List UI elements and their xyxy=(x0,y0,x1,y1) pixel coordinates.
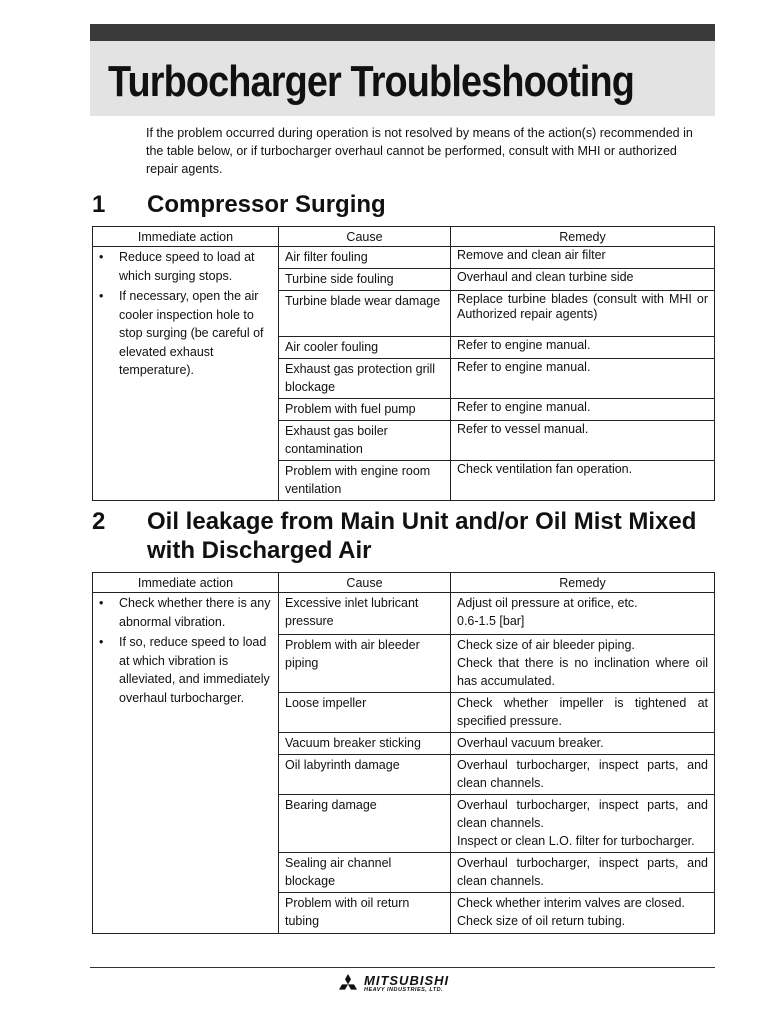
list-item: • Reduce speed to load at which surging stops. xyxy=(99,250,255,283)
cause-cell: Problem with engine room ventilation xyxy=(279,461,451,501)
section-title: Oil leakage from Main Unit and/or Oil Mist Mixed with Discharged Air xyxy=(147,508,697,564)
cause-cell: Problem with fuel pump xyxy=(279,399,451,421)
table-row xyxy=(93,247,715,269)
remedy-cell: Overhaul turbocharger, inspect parts, and clean channels. xyxy=(451,755,715,795)
intro-paragraph: If the problem occurred during operation is not resolved by means of the action(s) recommended in the table below, or if turbocharger overhaul cannot be performed, consult with MHI or authorized repair agents. xyxy=(146,126,693,176)
cause-cell: Oil labyrinth damage xyxy=(279,755,451,795)
remedy-cell: Check ventilation fan operation. xyxy=(451,461,715,501)
cause-cell: Air filter fouling xyxy=(279,247,451,269)
section-number: 1 xyxy=(92,191,106,218)
list-item: • Check whether there is any abnormal vibration. xyxy=(99,596,271,629)
bullet-icon: • xyxy=(99,635,104,649)
remedy-cell: Refer to engine manual. xyxy=(451,399,715,421)
page-title: Turbocharger Troubleshooting xyxy=(108,57,635,106)
remedy-cell: Refer to vessel manual. xyxy=(451,421,715,461)
header-immediate-action: Immediate action xyxy=(93,227,279,247)
remedy-cell: Adjust oil pressure at orifice, etc. 0.6-1.5 [bar] xyxy=(451,593,715,635)
remedy-cell: Refer to engine manual. xyxy=(451,359,715,399)
footer-divider xyxy=(90,967,715,968)
list-item: • If so, reduce speed to load at which vibration is alleviated, and immediately overhaul turbocharger. xyxy=(99,635,270,705)
action-list xyxy=(99,248,272,380)
remedy-cell: Check whether interim valves are closed. Check size of oil return tubing. xyxy=(451,893,715,934)
immediate-action-cell xyxy=(93,593,279,934)
header-cause: Cause xyxy=(279,227,451,247)
header-remedy: Remedy xyxy=(451,573,715,593)
mitsubishi-logo xyxy=(336,974,449,995)
remedy-cell: Overhaul and clean turbine side xyxy=(451,269,715,291)
section-title: Compressor Surging xyxy=(147,191,386,218)
cause-cell: Problem with oil return tubing xyxy=(279,893,451,934)
bullet-icon: • xyxy=(99,596,104,610)
bullet-icon: • xyxy=(99,289,104,303)
cause-cell: Turbine side fouling xyxy=(279,269,451,291)
section-number: 2 xyxy=(92,508,106,535)
remedy-cell: Check size of air bleeder piping. Check that there is no inclination where oil has accumulated. xyxy=(451,635,715,693)
remedy-cell: Overhaul turbocharger, inspect parts, and clean channels. xyxy=(451,853,715,893)
cause-cell: Exhaust gas protection grill blockage xyxy=(279,359,451,399)
troubleshooting-table-1 xyxy=(92,226,715,501)
remedy-cell: Refer to engine manual. xyxy=(451,337,715,359)
remedy-cell: Overhaul turbocharger, inspect parts, and clean channels. Inspect or clean L.O. filter for turbocharger. xyxy=(451,795,715,853)
header-cause: Cause xyxy=(279,573,451,593)
cause-cell: Loose impeller xyxy=(279,693,451,733)
remedy-cell: Replace turbine blades (consult with MHI or Authorized repair agents) xyxy=(451,291,715,337)
action-list xyxy=(99,594,272,707)
list-item: • If necessary, open the air cooler inspection hole to stop surging (be careful of elevated exhaust temperature). xyxy=(99,289,264,377)
cause-cell: Problem with air bleeder piping xyxy=(279,635,451,693)
remedy-cell: Check whether impeller is tightened at specified pressure. xyxy=(451,693,715,733)
header-immediate-action: Immediate action xyxy=(93,573,279,593)
table-header-row xyxy=(93,227,715,247)
cause-cell: Vacuum breaker sticking xyxy=(279,733,451,755)
logo-subtitle: HEAVY INDUSTRIES, LTD. xyxy=(364,987,444,993)
table-row xyxy=(93,593,715,635)
immediate-action-cell xyxy=(93,247,279,501)
section-2-heading xyxy=(92,507,712,567)
cause-cell: Excessive inlet lubricant pressure xyxy=(279,593,451,635)
header-remedy: Remedy xyxy=(451,227,715,247)
cause-cell: Turbine blade wear damage xyxy=(279,291,451,337)
cause-cell: Sealing air channel blockage xyxy=(279,853,451,893)
bullet-icon: • xyxy=(99,250,104,264)
section-1-heading xyxy=(92,190,712,220)
cause-cell: Bearing damage xyxy=(279,795,451,853)
remedy-cell: Remove and clean air filter xyxy=(451,247,715,269)
remedy-cell: Overhaul vacuum breaker. xyxy=(451,733,715,755)
logo-wordmark: MITSUBISHI xyxy=(364,973,450,988)
header-bar xyxy=(90,24,715,41)
three-diamonds-icon xyxy=(336,974,360,995)
table-header-row xyxy=(93,573,715,593)
cause-cell: Exhaust gas boiler contamination xyxy=(279,421,451,461)
troubleshooting-table-2 xyxy=(92,572,715,934)
cause-cell: Air cooler fouling xyxy=(279,337,451,359)
